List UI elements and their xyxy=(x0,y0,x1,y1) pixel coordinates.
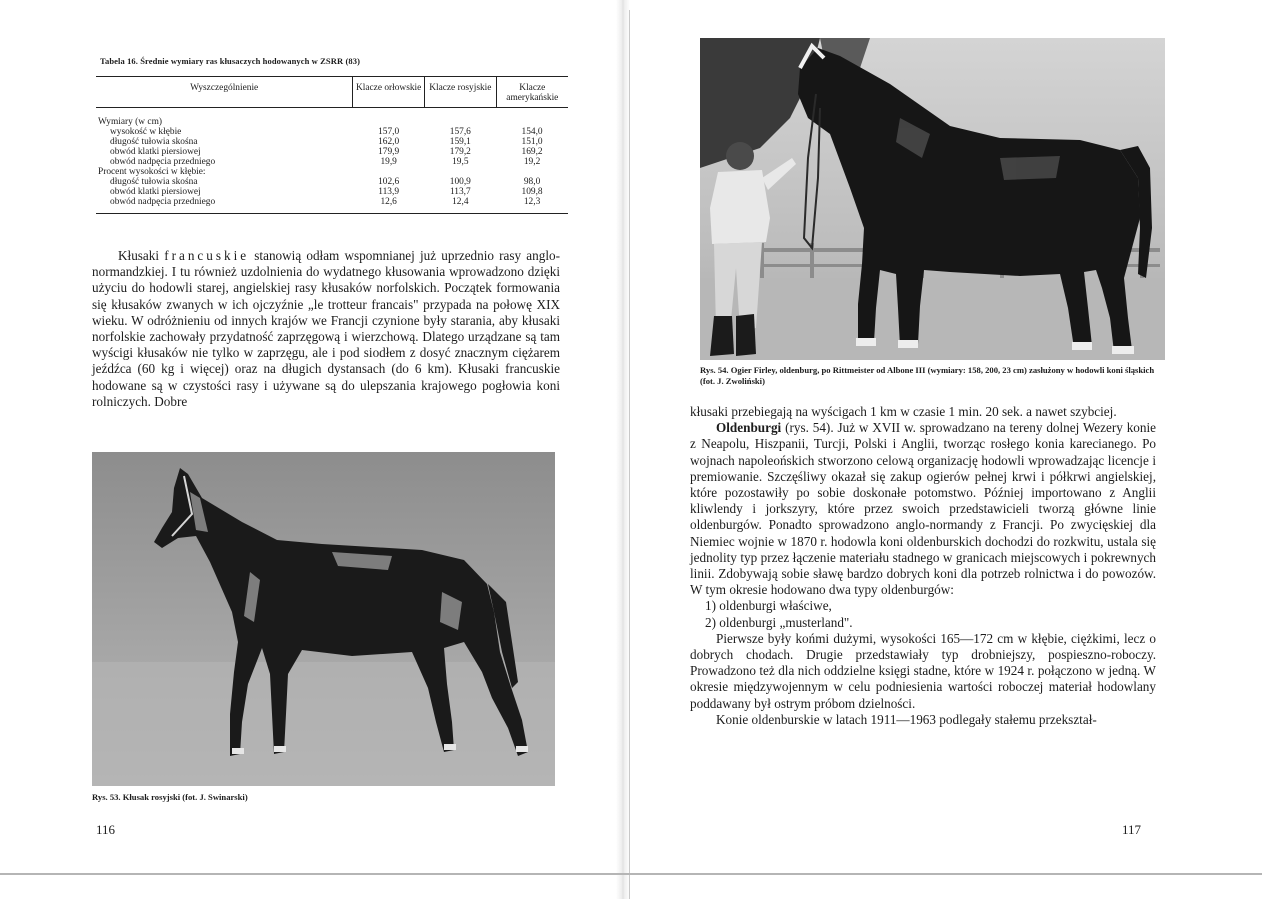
row-label: obwód klatki piersiowej xyxy=(110,147,201,157)
cell-value: 113,9 xyxy=(378,187,400,197)
table-row xyxy=(96,177,568,187)
cell-value: 19,2 xyxy=(523,157,541,167)
cell-value: 102,6 xyxy=(378,177,400,187)
row-label: długość tułowia skośna xyxy=(110,137,198,147)
table-row xyxy=(96,157,568,167)
cell-value: 169,2 xyxy=(521,147,543,157)
cell-value: 12,4 xyxy=(425,197,497,214)
table-row xyxy=(96,197,568,214)
cell-value: 157,0 xyxy=(378,127,400,137)
table-row xyxy=(96,108,568,128)
cell-value: 98,0 xyxy=(523,177,541,187)
last-paragraph: Konie oldenburskie w latach 1911—1963 podlegały stałemu przekształ- xyxy=(716,711,1097,727)
cell-value: 162,0 xyxy=(378,137,400,147)
cell-value: 113,7 xyxy=(449,187,471,197)
header-russian: Klacze rosyjskie xyxy=(425,77,497,108)
types-paragraph: Pierwsze były końmi dużymi, wysokości 165—172 cm w kłębie, ciężkimi, lecz o dobrych chodach. Drugie przedstawiały typ drobniejszy, pospieszno-roboczy. Prowadzono też dla nich oddzielne księgi stadne, które w 1924 r. połączono w jedną. W okresie międzywojennym w celu podniesienia wartości roboczej materiał hodowlany poddawany był ostrym próbom dzielności. xyxy=(690,630,1156,711)
row-label: Procent wysokości w kłębie: xyxy=(98,167,206,177)
table-row xyxy=(96,147,568,157)
cell-value: 12,3 xyxy=(496,197,568,214)
table-row xyxy=(96,137,568,147)
cell-value: 19,9 xyxy=(380,157,397,167)
header-american: Klacze amerykańskie xyxy=(496,77,568,108)
table-row xyxy=(96,127,568,137)
page-number-left: 116 xyxy=(96,822,116,837)
table-caption: Tabela 16. Średnie wymiary ras kłusaczych hodowanych w ZSRR (83) xyxy=(100,56,361,66)
header-orlov: Klacze orłowskie xyxy=(353,77,425,108)
row-label: wysokość w kłębie xyxy=(110,127,182,137)
cell-value: 19,5 xyxy=(452,157,469,167)
measurements-table xyxy=(96,76,568,214)
row-label: obwód nadpęcia przedniego xyxy=(96,197,353,214)
continuation-paragraph: kłusaki przebiegają na wyścigach 1 km w czasie 1 min. 20 sek. a nawet szybciej. xyxy=(690,404,1117,419)
figure-54-caption: Rys. 54. Ogier Firley, oldenburg, po Rittmeister od Albone III (wymiary: 158, 200, 23 cm) zasłużony w hodowli koni śląskich (fot. J. Zwoliński) xyxy=(700,365,1155,386)
table-header-row xyxy=(96,77,568,108)
spaced-term: francuskie xyxy=(164,248,250,263)
table-row xyxy=(96,167,568,177)
row-label: obwód nadpęcia przedniego xyxy=(110,157,216,167)
cell-value: 154,0 xyxy=(521,127,543,137)
list-item: 1) oldenburgi właściwe, xyxy=(705,598,832,614)
table-row xyxy=(96,187,568,197)
cell-value: 151,0 xyxy=(521,137,543,147)
section-heading: Oldenburgi xyxy=(716,420,782,436)
cell-value: 157,6 xyxy=(449,127,471,137)
russian-trotter-photo xyxy=(92,452,555,786)
row-label: długość tułowia skośna xyxy=(110,177,198,187)
left-page xyxy=(0,0,620,899)
french-trotters-paragraph xyxy=(92,248,560,410)
cell-value: 179,9 xyxy=(378,147,400,157)
row-label: obwód klatki piersiowej xyxy=(110,187,201,197)
cell-value: 109,8 xyxy=(521,187,543,197)
cell-value: 179,2 xyxy=(449,147,471,157)
right-page xyxy=(628,0,1262,899)
row-label: Wymiary (w cm) xyxy=(98,117,162,127)
oldenburg-paragraph: Oldenburgi (rys. 54). Już w XVII w. sprowadzano na tereny dolnej Wezery konie z Neapolu, Hiszpanii, Turcji, Polski i Anglii, tworząc rosłego konia karecianego. Po wojnach napoleońskich stworzono celową organizację hodowli wprowadzając licencje i premiowanie. Szczęśliwy okazał się zakup ogierów pełnej krwi i półkrwi angielskiej, które pozostawiły po sobie doskonałe potomstwo. Później importowano z Anglii kliwlendy i jorkszyry, które przez swoich przedstawicieli tworzą główne linie oldenburgów. Ponadto sprowadzono anglo-normandy z Francji. Po zwycięskiej dla Niemiec wojnie w 1870 r. hodowla koni oldenburskich dochodzi do rozkwitu, ustala się jednolity typ przez łączenie materiału stadnego w granicach miejscowych i pokrewnych linii. Zdobywają sobie sławę bardzo dobrych koni dla potrzeb rolnictwa i do powozów. W tym okresie hodowano dwa typy oldenburgów: xyxy=(690,420,1156,598)
header-category: Wyszczególnienie xyxy=(96,77,353,108)
cell-value: 12,6 xyxy=(353,197,425,214)
body-paragraph: Kłusaki francuskie stanowią odłam wspomnianej już uprzednio rasy anglo-normandzkiej. I tu również uzdolnienia do wydatnego kłusowania wprowadzono dzięki użyciu do hodowli starej, angielskiej rasy kłusaków norfolskich. Początek formowania się kłusaków zwanych w ich ojczyźnie „le trotteur francais" przypada na połowę XIX wieku. W odróżnieniu od innych krajów we Francji czynione były starania, aby kłusaki norfolskie zachowały przydatność zaprzęgową i wierzchową. Dlatego urządzane są tam wyścigi kłusaków nie tylko w zaprzęgu, ale i pod siodłem z dosyć znacznym ciężarem jeźdźca (60 kg i więcej) oraz na długich dystansach (do 6 km). Kłusaki francuskie hodowane są w czystości rasy i używane są do ulepszania krajowego pogłowia koni rolniczych. Dobre xyxy=(92,248,560,409)
list-item: 2) oldenburgi „musterland". xyxy=(705,614,853,630)
figure-53-caption: Rys. 53. Kłusak rosyjski (fot. J. Swinarski) xyxy=(92,792,248,802)
oldenburg-stallion-photo xyxy=(700,38,1165,360)
cell-value: 100,9 xyxy=(449,177,471,187)
right-page-text xyxy=(690,404,1156,728)
cell-value: 159,1 xyxy=(449,137,471,147)
page-number-right: 117 xyxy=(1122,822,1142,837)
